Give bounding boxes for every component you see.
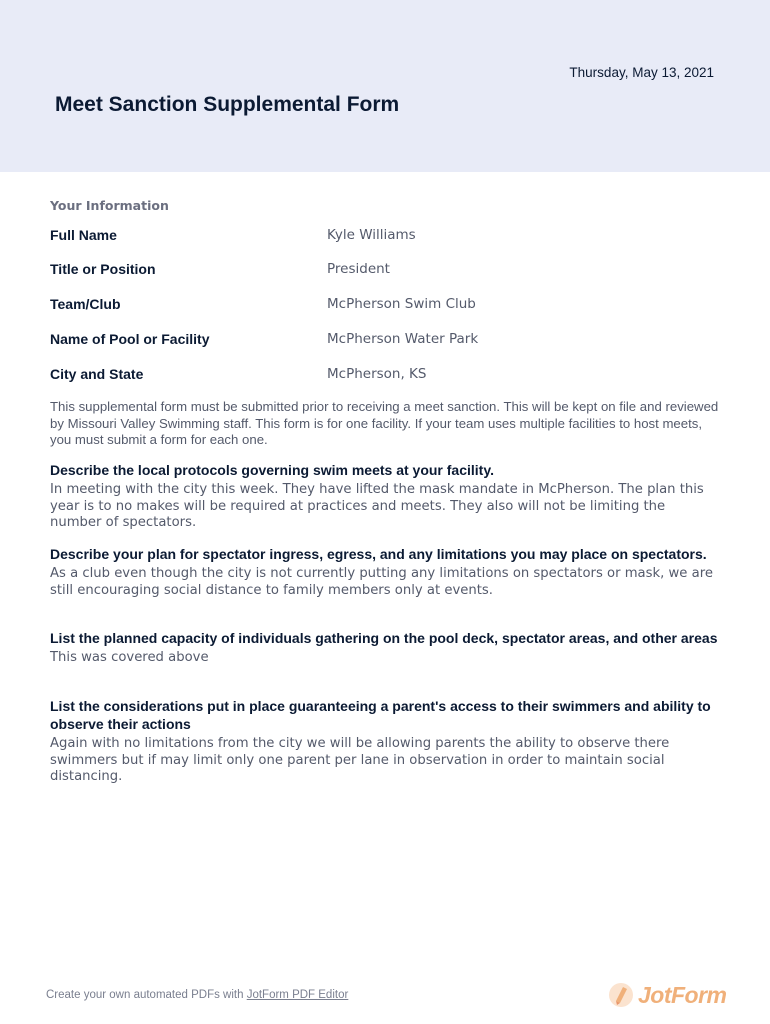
field-row-city-state: [50, 366, 730, 386]
section-label: Your Information: [50, 198, 169, 213]
field-label: Title or Position: [50, 261, 156, 277]
field-row-team: [50, 296, 730, 316]
question-block: [50, 629, 730, 667]
field-label: City and State: [50, 366, 144, 382]
question-text: List the planned capacity of individuals gathering on the pool deck, spectator areas, and other areas: [50, 630, 718, 646]
field-label: Name of Pool or Facility: [50, 331, 210, 347]
field-row-full-name: [50, 227, 730, 247]
answer-text: In meeting with the city this week. They have lifted the mask mandate in McPherson. The plan this year is to no makes will be required at practices and meets. They also will not be limiting the number of spectators.: [50, 482, 704, 530]
form-title: Meet Sanction Supplemental Form: [55, 93, 400, 116]
question-text: Describe the local protocols governing swim meets at your facility.: [50, 462, 494, 478]
jotform-pencil-icon: [608, 982, 634, 1008]
jotform-logo[interactable]: [608, 980, 727, 1010]
question-block: [50, 697, 730, 786]
field-label: Full Name: [50, 227, 117, 243]
answer-text: Again with no limitations from the city we will be allowing parents the ability to observe there swimmers but if may limit only one parent per lane in observation in order to maintain social distancing.: [50, 736, 670, 784]
answer-text: This was covered above: [50, 650, 209, 665]
form-header: [0, 0, 770, 172]
field-row-facility: [50, 331, 730, 351]
form-date: Thursday, May 13, 2021: [569, 65, 714, 80]
field-row-title: [50, 261, 730, 281]
footer-text: Create your own automated PDFs with: [46, 989, 247, 1001]
question-block: [50, 461, 730, 532]
answer-text: As a club even though the city is not currently putting any limitations on spectators or mask, we are still encouraging social distance to family members only at events.: [50, 566, 713, 598]
jotform-pdf-editor-link[interactable]: JotForm PDF Editor: [246, 989, 349, 1001]
question-block: [50, 545, 730, 599]
field-value: McPherson, KS: [327, 366, 427, 382]
field-label: Team/Club: [50, 296, 121, 312]
footer-note: [46, 989, 348, 1001]
jotform-logo-text: JotForm: [638, 981, 727, 1008]
field-value: President: [327, 261, 390, 277]
intro-paragraph: This supplemental form must be submitted prior to receiving a meet sanction. This will be kept on file and reviewed by Missouri Valley Swimming staff. This form is for one facility. If your team uses multiple facilities to host meets, you must submit a form for each one.: [50, 399, 719, 447]
field-value: McPherson Water Park: [327, 331, 479, 347]
field-value: McPherson Swim Club: [327, 296, 476, 312]
question-text: Describe your plan for spectator ingress, egress, and any limitations you may place on spectators.: [50, 546, 707, 562]
field-value: Kyle Williams: [327, 227, 416, 243]
question-text: List the considerations put in place guaranteeing a parent's access to their swimmers and ability to observe their actions: [50, 698, 711, 732]
